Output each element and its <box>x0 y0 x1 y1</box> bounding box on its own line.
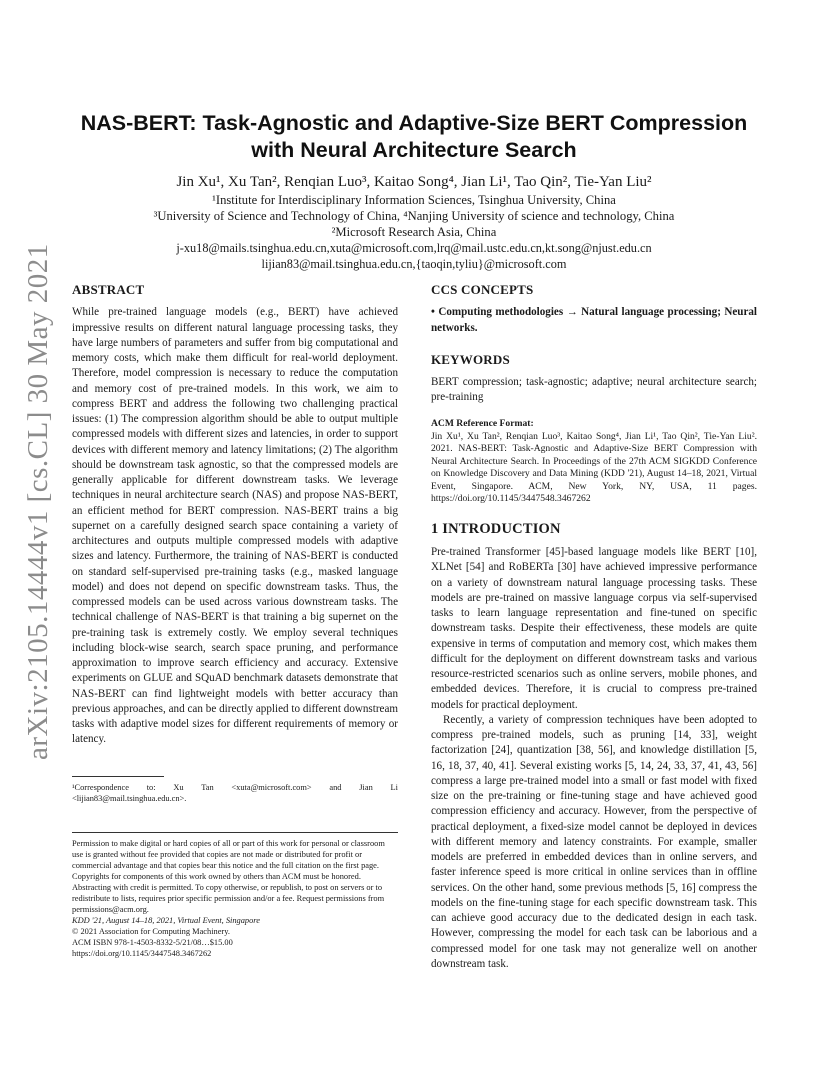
author-list: Jin Xu¹, Xu Tan², Renqian Luo³, Kaitao Song⁴, Jian Li¹, Tao Qin², Tie-Yan Liu² <box>176 174 652 190</box>
permission-block <box>72 838 398 959</box>
ccs-heading: CCS CONCEPTS <box>431 282 534 297</box>
isbn-line: ACM ISBN 978-1-4503-8332-5/21/08…$15.00 <box>72 938 233 947</box>
title-line-2: with Neural Architecture Search <box>251 138 577 162</box>
affiliation-2: ³University of Science and Technology of China, ⁴Nanjing University of science and technology, China <box>153 209 675 223</box>
acm-reference-text: Jin Xu¹, Xu Tan², Renqian Luo³, Kaitao Song⁴, Jian Li¹, Tao Qin², Tie-Yan Liu². 2021. NAS-BERT: Task-Agnostic and Adaptive-Size BERT Compression with Neural Architecture Search. In Proceedings of the 27th ACM SIGKDD Conference on Knowledge Discovery and Data Mining (KDD '21), August 14–18, 2021, Virtual Event, Singapore. ACM, New York, NY, USA, 11 pages. https://doi.org/10.1145/3447548.3467262 <box>431 430 757 505</box>
paper-header <box>60 110 768 272</box>
intro-paragraph-1: Pre-trained Transformer [45]-based language models like BERT [10], XLNet [54] and RoBERTa [30] have achieved impressive performance on a variety of downstream natural language processing tasks. These models are pre-trained on massive language corpus via self-supervised tasks to learn language representation and fine-tuned on specific downstream tasks. Despite their effectiveness, these models are quite expensive in terms of computation and memory cost, which makes them difficult for the deployment on different downstream tasks and various resource-restricted scenarios such as online servers, mobile phones, and embedded devices. Therefore, it is crucial to compress pre-trained models for practical deployment. <box>431 546 757 711</box>
correspondence-footnote: ¹Correspondence to: Xu Tan <xuta@microsoft.com> and Jian Li <lijian83@mail.tsinghua.edu.cn>. <box>72 783 398 803</box>
keywords-text: BERT compression; task-agnostic; adaptive; neural architecture search; pre-training <box>431 376 757 404</box>
email-line-2: lijian83@mail.tsinghua.edu.cn,{taoqin,tyliu}@microsoft.com <box>261 257 567 271</box>
email-line-1: j-xu18@mails.tsinghua.edu.cn,xuta@microsoft.com,lrq@mail.ustc.edu.cn,kt.song@njust.edu.cn <box>176 241 652 255</box>
left-column <box>72 282 398 748</box>
permission-divider <box>72 832 398 833</box>
conference-line: KDD '21, August 14–18, 2021, Virtual Event, Singapore <box>72 916 260 925</box>
abstract-heading: ABSTRACT <box>72 282 145 297</box>
acm-reference-heading: ACM Reference Format: <box>431 417 534 429</box>
arxiv-stamp-text: arXiv:2105.14444v1 [cs.CL] 30 May 2021 <box>22 243 54 760</box>
permission-text: Permission to make digital or hard copies of all or part of this work for personal or classroom use is granted without fee provided that copies are not made or distributed for profit or commercial advantage and that copies bear this notice and the full citation on the first page. Copyrights for components of this work owned by others than ACM must be honored. Abstracting with credit is permitted. To copy otherwise, or republish, to post on servers or to redistribute to lists, requires prior specific permission and/or a fee. Request permissions from permissions@acm.org. <box>72 839 385 914</box>
abstract-text: While pre-trained language models (e.g., BERT) have achieved impressive results on different natural language processing tasks, they have large numbers of parameters and suffer from big computational and memory costs, which make them difficult for real-world deployment. Therefore, model compression is necessary to reduce the computation and memory cost of pre-trained models. In this work, we aim to compress BERT and address the following two challenging practical issues: (1) The compression algorithm should be able to output multiple compressed models with different sizes and latencies, in order to support devices with different memory and latency limitations; (2) The algorithm should be downstream task agnostic, so that the compressed models are generally applicable for different downstream tasks. We leverage techniques in neural architecture search (NAS) and propose NAS-BERT, an efficient method for BERT compression. NAS-BERT trains a big supernet on a carefully designed search space containing a variety of architectures and outputs multiple compressed models with adaptive sizes and latency. Furthermore, the training of NAS-BERT is conducted on standard self-supervised pre-training tasks (e.g., masked language model) and does not depend on specific downstream tasks. Thus, the compressed models can be used across various downstream tasks. The technical challenge of NAS-BERT is that training a big supernet on the pre-training task is extremely costly. We employ several techniques including block-wise search, search space pruning, and performance approximation to improve search efficiency and accuracy. Extensive experiments on GLUE and SQuAD benchmark datasets demonstrate that NAS-BERT can find lightweight models with better accuracy than previous approaches, and can be directly applied to different downstream tasks with adaptive model sizes for different requirements of memory or latency. <box>72 306 398 746</box>
affiliation-3: ²Microsoft Research Asia, China <box>331 225 497 239</box>
keywords-heading: KEYWORDS <box>431 351 510 367</box>
affiliation-1: ¹Institute for Interdisciplinary Information Sciences, Tsinghua University, China <box>212 193 616 207</box>
paper-title <box>60 110 768 164</box>
doi-link[interactable]: https://doi.org/10.1145/3447548.3467262 <box>72 949 212 958</box>
introduction-heading: 1 INTRODUCTION <box>431 520 561 537</box>
ccs-concepts: • Computing methodologies → Natural language processing; Neural networks. <box>431 306 757 334</box>
footnote-divider <box>72 776 164 777</box>
copyright-line: © 2021 Association for Computing Machinery. <box>72 927 230 936</box>
intro-paragraph-2: Recently, a variety of compression techniques have been adopted to compress pre-trained models, such as pruning [14, 33], weight factorization [24], quantization [38, 56], and knowledge distillation [5, 16, 18, 37, 40, 41]. Several existing works [5, 14, 24, 33, 37, 41, 43, 56] compress a large pre-trained model into a small or fast model with fixed size on the pre-training or fine-tuning stage and have achieved good compression efficiency and accuracy. However, from the perspective of practical deployment, a fixed-size model cannot be deployed in devices with different memory and latency constraints. For example, smaller models are preferred in embedded devices than in online servers, and faster inference speed is more critical in online services than in offline services. On the other hand, some previous methods [5, 16] compress the models on the fine-tuning stage for each specific downstream task. This can achieve good accuracy due to the dedicated design in each task. However, compressing the model for each task can be laborious and a compressed model for one task may not generalize well on another downstream task. <box>431 713 757 970</box>
title-line-1: NAS-BERT: Task-Agnostic and Adaptive-Size BERT Compression <box>80 111 748 135</box>
right-column <box>431 282 757 972</box>
